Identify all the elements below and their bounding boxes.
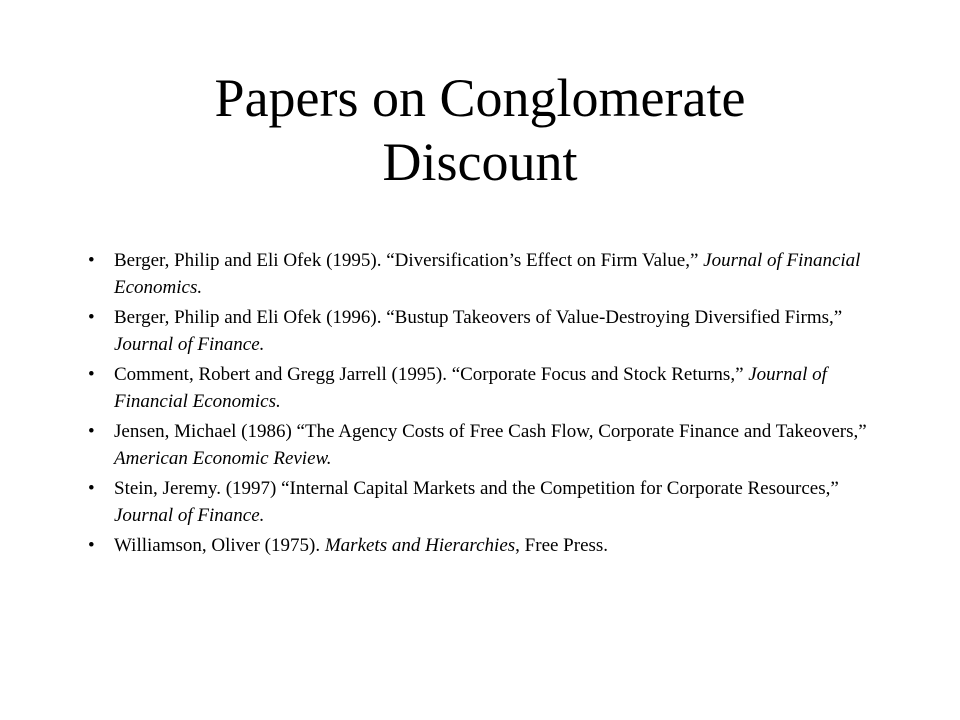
bullet-icon: • [88,307,95,328]
reference-list [88,247,888,562]
bullet-icon: • [88,250,95,271]
reference-item [88,475,888,529]
reference-source: Markets and Hierarchies [324,535,516,556]
reference-source: Journal of Finance. [114,334,265,355]
bullet-icon: • [88,478,95,499]
reference-text: Stein, Jeremy. (1997) “Internal Capital Markets and the Competition for Corporate Resources,” [114,478,839,499]
reference-item [88,304,888,358]
bullet-icon: • [88,364,95,385]
reference-text: Berger, Philip and Eli Ofek (1995). “Diversification’s Effect on Firm Value,” [114,250,704,271]
slide-title [80,66,880,194]
slide-title-line-1: Papers on Conglomerate [214,68,746,128]
bullet-icon: • [88,535,95,556]
reference-source: Journal of Financial Economics. [114,364,827,412]
slide-title-line-2: Discount [382,132,578,192]
bullet-icon: • [88,421,95,442]
reference-source: Journal of Finance. [114,505,265,526]
reference-text: Berger, Philip and Eli Ofek (1996). “Bustup Takeovers of Value-Destroying Diversified Firms,” [114,307,843,328]
reference-source: Journal of Financial Economics. [114,250,861,298]
reference-text: Williamson, Oliver (1975). [114,535,325,556]
reference-source: American Economic Review. [114,448,332,469]
reference-text: Jensen, Michael (1986) “The Agency Costs of Free Cash Flow, Corporate Finance and Takeovers,” [114,421,867,442]
reference-item [88,361,888,415]
reference-item [88,532,888,559]
reference-item [88,418,888,472]
reference-tail: , Free Press. [515,535,609,556]
reference-text: Comment, Robert and Gregg Jarrell (1995). “Corporate Focus and Stock Returns,” [114,364,749,385]
reference-item [88,247,888,301]
